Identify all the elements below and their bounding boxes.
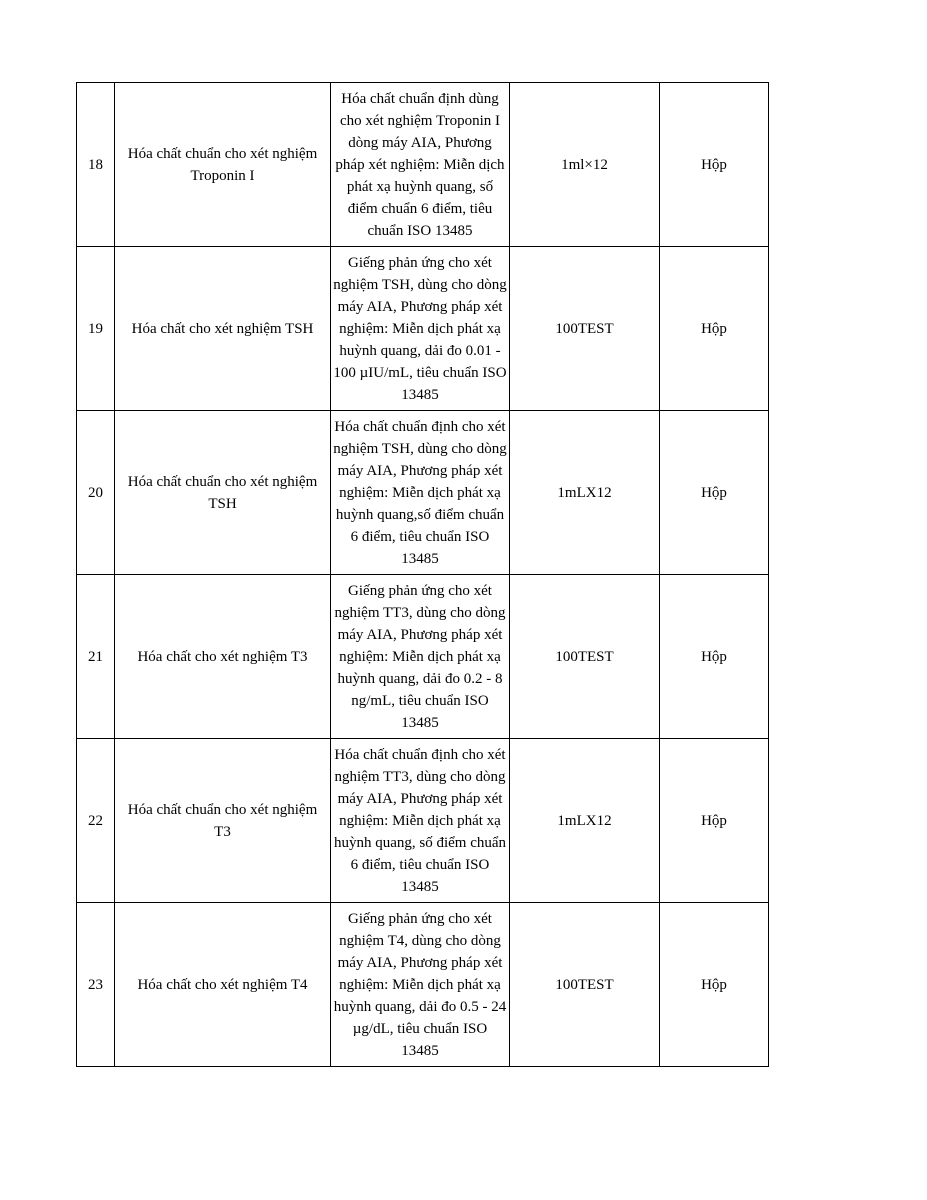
table-row (77, 411, 769, 575)
item-unit: Hộp (660, 411, 769, 575)
item-spec-cell (331, 247, 510, 411)
row-number: 18 (77, 83, 115, 247)
row-number: 20 (77, 411, 115, 575)
item-spec: Giếng phản ứng cho xét nghiệm TT3, dùng cho dòng máy AIA, Phương pháp xét nghiệm: Miễn dịch phát xạ huỳnh quang, dải đo 0.2 - 8 ng/mL, tiêu chuẩn ISO 13485 (334, 582, 506, 731)
row-number: 23 (77, 903, 115, 1067)
item-packaging: 1mLX12 (510, 411, 660, 575)
item-spec: Hóa chất chuẩn định dùng cho xét nghiệm Troponin I dòng máy AIA, Phương pháp xét nghiệm: Miễn dịch phát xạ huỳnh quang, số điểm chuẩn 6 điểm, tiêu chuẩn ISO 13485 (335, 90, 505, 239)
item-packaging: 100TEST (510, 575, 660, 739)
item-packaging: 100TEST (510, 247, 660, 411)
row-number: 22 (77, 739, 115, 903)
item-unit: Hộp (660, 903, 769, 1067)
item-name: Hóa chất cho xét nghiệm TSH (115, 247, 331, 411)
reagent-table (76, 82, 769, 1067)
table-row (77, 83, 769, 247)
table-row (77, 903, 769, 1067)
item-name: Hóa chất chuẩn cho xét nghiệm TSH (115, 411, 331, 575)
item-name: Hóa chất cho xét nghiệm T3 (115, 575, 331, 739)
item-spec-cell (331, 83, 510, 247)
item-name: Hóa chất chuẩn cho xét nghiệm Troponin I (115, 83, 331, 247)
item-spec: Hóa chất chuẩn định cho xét nghiệm TSH, dùng cho dòng máy AIA, Phương pháp xét nghiệm: Miễn dịch phát xạ huỳnh quang,số điểm chuẩn 6 điểm, tiêu chuẩn ISO 13485 (333, 418, 507, 567)
table-row (77, 247, 769, 411)
item-spec: Giếng phản ứng cho xét nghiệm T4, dùng cho dòng máy AIA, Phương pháp xét nghiệm: Miễn dịch phát xạ huỳnh quang, dải đo 0.5 - 24 µg/dL, tiêu chuẩn ISO 13485 (333, 910, 507, 1059)
item-packaging: 1mLX12 (510, 739, 660, 903)
item-unit: Hộp (660, 247, 769, 411)
table-row (77, 739, 769, 903)
item-spec: Giếng phản ứng cho xét nghiệm TSH, dùng cho dòng máy AIA, Phương pháp xét nghiệm: Miễn dịch phát xạ huỳnh quang, dải đo 0.01 - 100 µIU/mL, tiêu chuẩn ISO 13485 (333, 254, 507, 403)
row-number: 19 (77, 247, 115, 411)
table-row (77, 575, 769, 739)
item-spec: Hóa chất chuẩn định cho xét nghiệm TT3, dùng cho dòng máy AIA, Phương pháp xét nghiệm: Miễn dịch phát xạ huỳnh quang, số điểm chuẩn 6 điểm, tiêu chuẩn ISO 13485 (333, 746, 507, 895)
item-spec-cell (331, 739, 510, 903)
item-packaging: 1ml×12 (510, 83, 660, 247)
item-unit: Hộp (660, 739, 769, 903)
item-packaging: 100TEST (510, 903, 660, 1067)
item-spec-cell (331, 575, 510, 739)
item-spec-cell (331, 903, 510, 1067)
item-spec-cell (331, 411, 510, 575)
item-unit: Hộp (660, 83, 769, 247)
item-unit: Hộp (660, 575, 769, 739)
reagent-table-sheet (76, 82, 769, 1067)
item-name: Hóa chất chuẩn cho xét nghiệm T3 (115, 739, 331, 903)
row-number: 21 (77, 575, 115, 739)
item-name: Hóa chất cho xét nghiệm T4 (115, 903, 331, 1067)
